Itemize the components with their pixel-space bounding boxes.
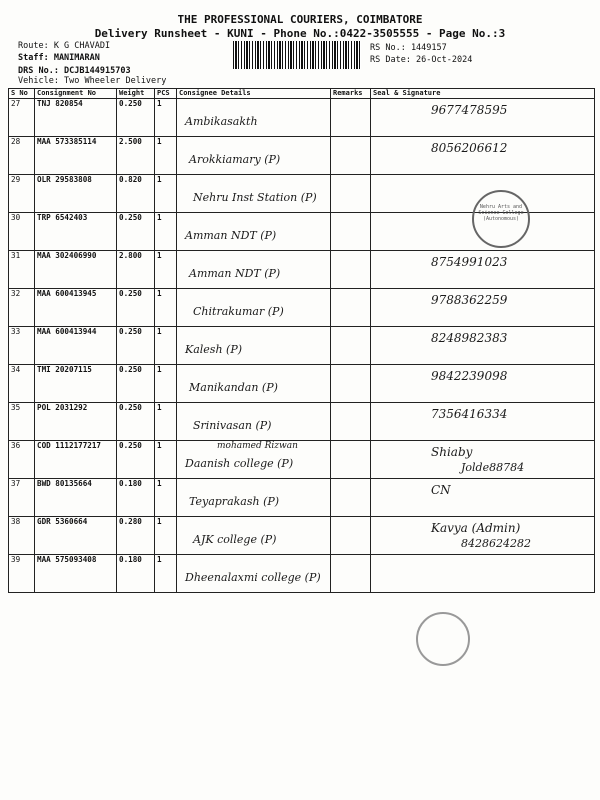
seal-phone-handwriting: 8428624282	[461, 537, 531, 550]
row-pcs: 1	[155, 479, 177, 517]
row-remarks	[331, 555, 371, 593]
row-consignment: COD 1112177217	[35, 441, 117, 479]
row-consignment: MAA 575093408	[35, 555, 117, 593]
row-consignment: MAA 573385114	[35, 137, 117, 175]
rs-number: RS No.: 1449157	[370, 43, 447, 53]
consignee-handwriting: Nehru Inst Station (P)	[193, 191, 317, 204]
row-sno: 38	[9, 517, 35, 555]
row-consignee	[177, 137, 331, 175]
row-consignee	[177, 403, 331, 441]
consignee-handwriting: Srinivasan (P)	[193, 419, 272, 432]
row-weight: 0.280	[117, 517, 155, 555]
row-consignment: MAA 600413944	[35, 327, 117, 365]
consignee-handwriting: Amman NDT (P)	[185, 229, 277, 242]
col-weight: Weight	[117, 89, 155, 99]
table-row	[9, 365, 595, 403]
consignee-handwriting: Dheenalaxmi college (P)	[185, 571, 321, 584]
row-pcs: 1	[155, 517, 177, 555]
row-pcs: 1	[155, 441, 177, 479]
row-weight: 0.250	[117, 365, 155, 403]
row-consignee	[177, 441, 331, 479]
row-pcs: 1	[155, 289, 177, 327]
row-consignee	[177, 479, 331, 517]
row-pcs: 1	[155, 251, 177, 289]
row-sno: 33	[9, 327, 35, 365]
row-remarks	[331, 213, 371, 251]
consignee-note: mohamed Rizwan	[217, 441, 298, 451]
seal-handwriting: 8754991023	[431, 255, 508, 269]
row-weight: 0.180	[117, 479, 155, 517]
row-sno: 37	[9, 479, 35, 517]
seal-handwriting: CN	[431, 483, 451, 497]
row-consignment: TRP 6542403	[35, 213, 117, 251]
row-seal-signature	[371, 327, 595, 365]
seal-handwriting: Shiaby	[431, 445, 473, 459]
col-sno: S No	[9, 89, 35, 99]
row-sno: 36	[9, 441, 35, 479]
row-seal-signature	[371, 289, 595, 327]
row-pcs: 1	[155, 175, 177, 213]
row-consignee	[177, 175, 331, 213]
row-weight: 0.250	[117, 327, 155, 365]
college-seal: Nehru Arts and Science College (Autonomous)	[472, 190, 530, 248]
row-consignee	[177, 365, 331, 403]
row-weight: 2.800	[117, 251, 155, 289]
row-remarks	[331, 403, 371, 441]
row-weight: 0.250	[117, 213, 155, 251]
barcode	[233, 41, 361, 69]
col-remarks: Remarks	[331, 89, 371, 99]
seal-handwriting: 9677478595	[431, 103, 508, 117]
row-remarks	[331, 289, 371, 327]
row-pcs: 1	[155, 327, 177, 365]
row-seal-signature	[371, 403, 595, 441]
col-pcs: PCS	[155, 89, 177, 99]
row-sno: 35	[9, 403, 35, 441]
table-row	[9, 555, 595, 593]
row-remarks	[331, 441, 371, 479]
row-seal-signature	[371, 555, 595, 593]
seal-handwriting: 9842239098	[431, 369, 508, 383]
row-weight: 0.180	[117, 555, 155, 593]
row-seal-signature	[371, 251, 595, 289]
row-pcs: 1	[155, 365, 177, 403]
seal-handwriting: 7356416334	[431, 407, 508, 421]
consignee-handwriting: Amman NDT (P)	[189, 267, 281, 280]
row-weight: 0.250	[117, 99, 155, 137]
table-row	[9, 251, 595, 289]
staff: Staff: MANIMARAN	[18, 53, 100, 63]
row-consignment: POL 2031292	[35, 403, 117, 441]
row-weight: 0.250	[117, 289, 155, 327]
consignee-handwriting: Kalesh (P)	[185, 343, 243, 356]
consignee-handwriting: Ambikasakth	[185, 115, 258, 128]
consignee-handwriting: AJK college (P)	[193, 533, 277, 546]
row-remarks	[331, 175, 371, 213]
row-consignment: OLR 29583808	[35, 175, 117, 213]
row-consignee	[177, 99, 331, 137]
row-pcs: 1	[155, 213, 177, 251]
seal-handwriting: 8248982383	[431, 331, 508, 345]
row-sno: 34	[9, 365, 35, 403]
row-seal-signature	[371, 441, 595, 479]
row-remarks	[331, 327, 371, 365]
seal-phone-handwriting: Jolde88784	[461, 461, 525, 474]
row-remarks	[331, 517, 371, 555]
row-remarks	[331, 479, 371, 517]
consignee-handwriting: Chitrakumar (P)	[193, 305, 284, 318]
row-consignment: GDR 5360664	[35, 517, 117, 555]
row-sno: 27	[9, 99, 35, 137]
table-row	[9, 517, 595, 555]
row-consignee	[177, 517, 331, 555]
row-seal-signature	[371, 479, 595, 517]
row-consignment: TMI 20207115	[35, 365, 117, 403]
rs-date: RS Date: 26-Oct-2024	[370, 55, 473, 65]
table-row	[9, 99, 595, 137]
table-row	[9, 137, 595, 175]
row-sno: 31	[9, 251, 35, 289]
row-seal-signature	[371, 99, 595, 137]
consignee-handwriting: Manikandan (P)	[189, 381, 278, 394]
row-pcs: 1	[155, 137, 177, 175]
row-consignment: MAA 302406990	[35, 251, 117, 289]
row-remarks	[331, 99, 371, 137]
row-consignment: BWD 80135664	[35, 479, 117, 517]
row-sno: 29	[9, 175, 35, 213]
row-consignee	[177, 213, 331, 251]
col-consignee: Consignee Details	[177, 89, 331, 99]
runsheet-subtitle: Delivery Runsheet - KUNI - Phone No.:0422-3505555 - Page No.:3	[94, 27, 506, 40]
row-weight: 2.500	[117, 137, 155, 175]
col-seal: Seal & Signature	[371, 89, 595, 99]
row-sno: 32	[9, 289, 35, 327]
row-pcs: 1	[155, 403, 177, 441]
table-header	[9, 89, 595, 99]
vehicle: Vehicle: Two Wheeler Delivery	[18, 76, 167, 86]
company-title: THE PROFESSIONAL COURIERS, COIMBATORE	[177, 13, 423, 26]
row-consignment: MAA 600413945	[35, 289, 117, 327]
table-row	[9, 479, 595, 517]
row-seal-signature	[371, 517, 595, 555]
consignee-handwriting: Daanish college (P)	[185, 457, 294, 470]
row-weight: 0.250	[117, 441, 155, 479]
col-consignment: Consignment No	[35, 89, 117, 99]
row-consignment: TNJ 820854	[35, 99, 117, 137]
seal-handwriting: 9788362259	[431, 293, 508, 307]
row-sno: 30	[9, 213, 35, 251]
row-pcs: 1	[155, 99, 177, 137]
drs-number: DRS No.: DCJB144915703	[18, 66, 131, 76]
row-weight: 0.820	[117, 175, 155, 213]
route: Route: K G CHAVADI	[18, 41, 111, 51]
row-consignee	[177, 327, 331, 365]
row-pcs: 1	[155, 555, 177, 593]
row-seal-signature	[371, 365, 595, 403]
row-consignee	[177, 251, 331, 289]
row-seal-signature	[371, 137, 595, 175]
row-sno: 28	[9, 137, 35, 175]
row-consignee	[177, 555, 331, 593]
table-row	[9, 403, 595, 441]
row-weight: 0.250	[117, 403, 155, 441]
consignee-handwriting: Arokkiamary (P)	[189, 153, 281, 166]
row-sno: 39	[9, 555, 35, 593]
college-seal-2	[416, 612, 470, 666]
seal-handwriting: Kavya (Admin)	[431, 521, 521, 535]
table-row	[9, 289, 595, 327]
row-remarks	[331, 365, 371, 403]
table-row	[9, 441, 595, 479]
consignee-handwriting: Teyaprakash (P)	[189, 495, 280, 508]
row-remarks	[331, 251, 371, 289]
row-remarks	[331, 137, 371, 175]
table-row	[9, 327, 595, 365]
row-consignee	[177, 289, 331, 327]
runsheet-table	[8, 88, 595, 593]
seal-handwriting: 8056206612	[431, 141, 508, 155]
